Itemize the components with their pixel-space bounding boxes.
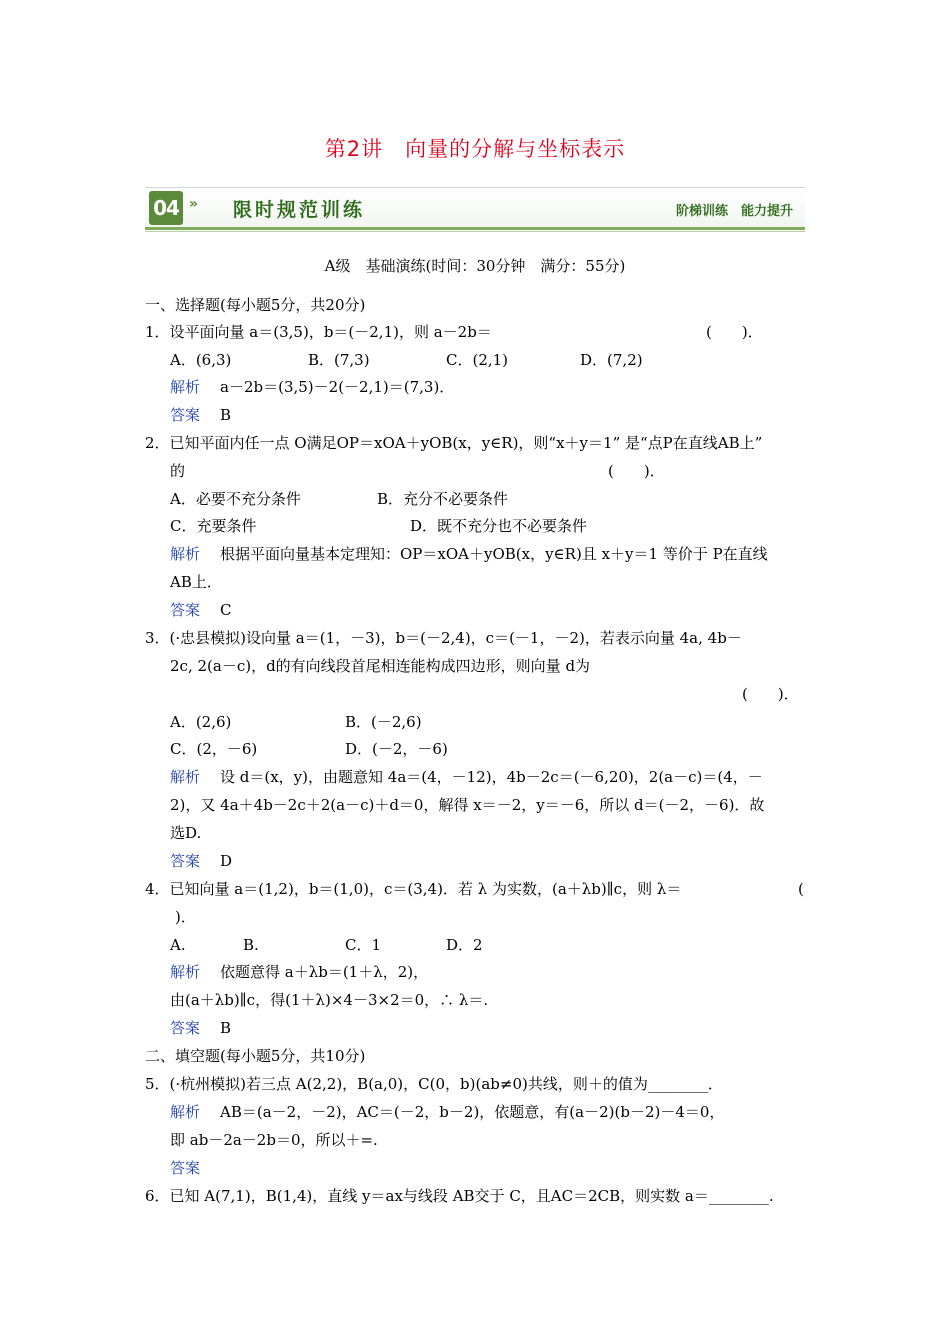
q3-answer-paren: ( )． [742, 685, 799, 703]
banner-rule [145, 227, 805, 230]
q2-answer: C [220, 601, 232, 619]
q3-analysis-cont2: 选D. [170, 824, 202, 842]
q4-answer-paren-open: ( [798, 880, 804, 898]
banner-title: 限时规范训练 [233, 199, 366, 221]
q4-option-a: A. [170, 936, 186, 954]
chevron-right-icon: » [189, 196, 199, 212]
q4-analysis-cont: 由(a＋λb)∥c，得(1＋λ)×4－3×2＝0，∴ λ＝. [170, 991, 489, 1009]
q1-answer-label: 答案 [170, 406, 201, 424]
q1-stem: 1．设平面向量 a＝(3,5)，b＝(－2,1)，则 a－2b＝ [145, 323, 492, 341]
q2-answer-label: 答案 [170, 601, 201, 619]
q4-answer: B [220, 1019, 232, 1037]
q5-analysis-label: 解析 [170, 1103, 201, 1121]
q2-stem-cont: 的 [170, 462, 186, 480]
q1-option-d: D．(7,2) [580, 351, 643, 369]
banner-badge: 04 [149, 191, 183, 225]
q2-analysis-label: 解析 [170, 545, 201, 563]
q2-option-a: A．必要不充分条件 [170, 490, 301, 508]
q4-option-d: D．2 [446, 936, 483, 954]
level-heading: A级 基础演练(时间：30分钟 满分：55分) [324, 257, 626, 275]
q3-answer-label: 答案 [170, 852, 201, 870]
q5-answer-label: 答案 [170, 1159, 201, 1177]
q3-analysis-cont: 2)，又 4a＋4b－2c＋2(a－c)＋d＝0，解得 x＝－2，y＝－6，所以 d＝(－2，－6)．故 [170, 796, 765, 814]
q2-option-d: D．既不充分也不必要条件 [410, 517, 588, 535]
section-banner [145, 187, 805, 232]
q2-option-c: C．充要条件 [170, 517, 257, 535]
q3-analysis-label: 解析 [170, 768, 201, 786]
q1-answer-paren: ( )． [706, 323, 763, 341]
q3-stem: 3．(·忠县模拟)设向量 a＝(1，－3)，b＝(－2,4)，c＝(－1，－2)，若表示向量 4a, 4b－ [145, 629, 742, 647]
q1-analysis-label: 解析 [170, 378, 201, 396]
section-heading-fill: 二、填空题(每小题5分，共10分) [145, 1047, 366, 1065]
q3-stem-cont: 2c, 2(a－c)，d的有向线段首尾相连能构成四边形，则向量 d为 [170, 657, 591, 675]
q2-option-b: B．充分不必要条件 [377, 490, 509, 508]
q4-answer-paren-close: )． [160, 908, 196, 926]
page-title: 第2讲 向量的分解与坐标表示 [324, 137, 626, 161]
section-heading-choice: 一、选择题(每小题5分，共20分) [145, 296, 366, 314]
q4-answer-label: 答案 [170, 1019, 201, 1037]
q6-stem: 6．已知 A(7,1)，B(1,4)，直线 y＝ax与线段 AB交于 C，且AC＝2CB，则实数 a＝________. [145, 1187, 774, 1205]
banner-rule-thin [145, 231, 805, 232]
q1-option-b: B．(7,3) [308, 351, 370, 369]
q3-analysis: 设 d＝(x，y)，由题意知 4a＝(4，－12)，4b－2c＝(－6,20)，2(a－c)＝(4，－ [220, 768, 763, 786]
q3-answer: D [220, 852, 233, 870]
q1-answer: B [220, 406, 232, 424]
q2-analysis-cont: AB上． [170, 573, 222, 591]
q5-analysis-cont: 即 ab－2a－2b＝0，所以＋=. [170, 1131, 378, 1149]
q5-analysis: AB＝(a－2，－2)，AC＝(－2，b－2)，依题意，有(a－2)(b－2)－4＝0， [220, 1103, 725, 1121]
q3-option-c: C．(2，－6) [170, 740, 258, 758]
q4-analysis-label: 解析 [170, 963, 201, 981]
q2-analysis: 根据平面向量基本定理知：OP＝xOA＋yOB(x，y∈R)且 x＋y＝1 等价于 P在直线 [220, 545, 768, 563]
q3-option-a: A．(2,6) [170, 713, 232, 731]
q4-analysis: 依题意得 a＋λb＝(1＋λ，2)， [220, 963, 429, 981]
q1-option-a: A．(6,3) [170, 351, 232, 369]
q4-option-b: B. [243, 936, 259, 954]
q3-option-d: D．(－2，－6) [345, 740, 448, 758]
q4-option-c: C．1 [345, 936, 382, 954]
banner-subtitle: 阶梯训练 能力提升 [675, 204, 793, 219]
q5-stem: 5．(·杭州模拟)若三点 A(2,2)，B(a,0)，C(0，b)(ab≠0)共线，则＋的值为________． [145, 1075, 723, 1093]
q3-option-b: B．(－2,6) [345, 713, 422, 731]
q4-stem: 4．已知向量 a＝(1,2)，b＝(1,0)，c＝(3,4)．若 λ 为实数，(a＋λb)∥c，则 λ＝ [145, 880, 682, 898]
q2-answer-paren: ( )． [608, 462, 665, 480]
q2-stem: 2．已知平面内任一点 O满足OP＝xOA＋yOB(x，y∈R)，则“x＋y＝1” 是“点P在直线AB上” [145, 434, 763, 452]
q1-analysis: a－2b＝(3,5)－2(－2,1)＝(7,3)． [220, 378, 455, 396]
q1-option-c: C．(2,1) [446, 351, 509, 369]
